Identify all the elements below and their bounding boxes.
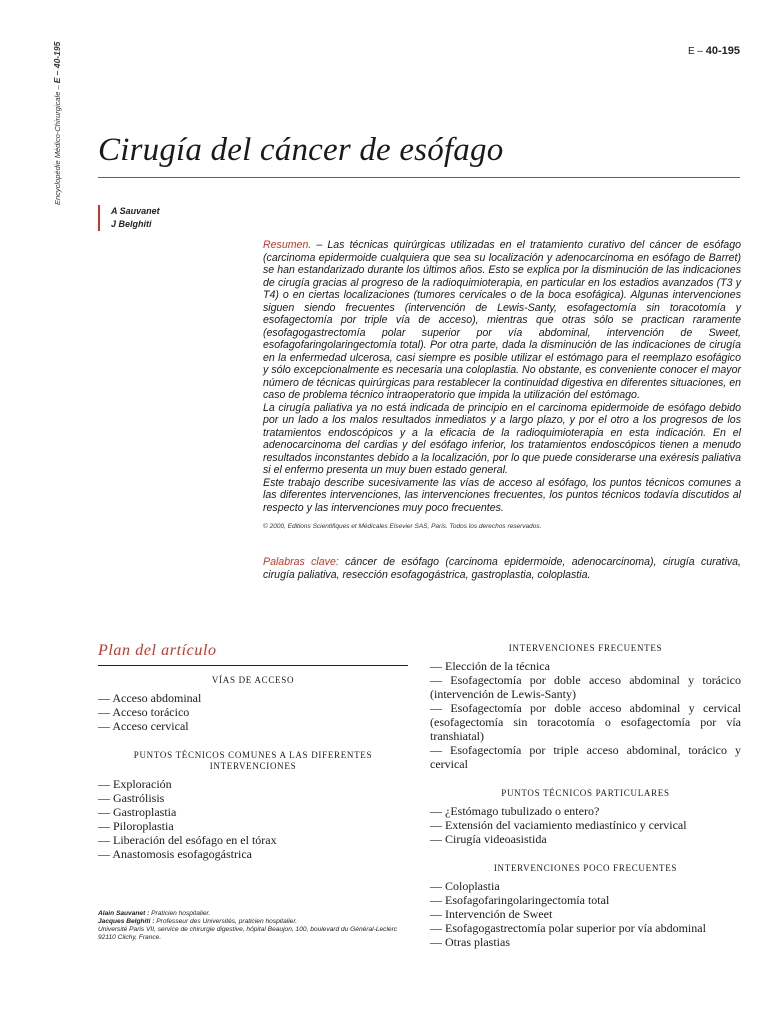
article-title: Cirugía del cáncer de esófago [98, 132, 504, 168]
title-rule [98, 177, 740, 178]
list-item: — Acceso torácico [98, 705, 190, 719]
copyright-notice: © 2000, Editions Scientifiques et Médicales Elsevier SAS, Paris. Todos los derechos reservados. [263, 523, 542, 530]
list-item: — Gastroplastia [98, 805, 177, 819]
list-item: — Piloroplastia [98, 819, 174, 833]
side-journal-code: E – 40-195 [52, 41, 62, 84]
page-code: E – 40-195 [687, 45, 740, 57]
list-item: — Otras plastias [430, 935, 510, 949]
side-journal-label: Encyclopédie Médico-Chirurgicale – E – 40-195 [52, 41, 62, 205]
author-footnote: Alain Sauvanet : Praticien hospitalier. Jacques Belghiti : Professeur des Universités, praticien hospitalier. Université Paris VII, service de chirurgie digestive, hôpital Beaujon, 100, boulevard du Général-Leclerc 92110 Clichy, France. [98, 910, 413, 942]
plan-section [430, 643, 741, 771]
list-item: — Cirugía videoasistida [430, 832, 547, 846]
list-item: — Esofagogastrectomía polar superior por vía abdominal [430, 921, 706, 935]
footnote-author-name: Alain Sauvanet : [98, 910, 150, 917]
section-heading: PUNTOS TÉCNICOS PARTICULARES [501, 788, 670, 798]
section-heading: INTERVENCIONES POCO FRECUENTES [493, 863, 678, 873]
footnote-address: Université Paris VII, service de chirurgie digestive, hôpital Beaujon, 100, boulevard du Général-Leclerc 92110 Clichy, France. [98, 926, 398, 941]
plan-title: Plan del artículo [98, 642, 217, 659]
list-item: — Gastrólisis [98, 791, 165, 805]
plan-section [430, 863, 741, 949]
list-item: — Esofagectomía por doble acceso abdominal y cervical (esofagectomía sin toracotomía o esofagectomía por vía transhiatal) [430, 701, 741, 743]
list-item: — Coloplastia [430, 879, 500, 893]
list-item: — Acceso cervical [98, 719, 189, 733]
list-item: — Esofagofaringolaringectomía total [430, 893, 610, 907]
abstract-label: Resumen. [263, 239, 312, 251]
plan-left-column [98, 675, 408, 878]
plan-section [98, 675, 408, 733]
list-item: — Liberación del esófago en el tórax [98, 833, 277, 847]
list-item: — Esofagectomía por doble acceso abdominal y torácico (intervención de Lewis-Santy) [430, 673, 741, 701]
list-item: — Esofagectomía por triple acceso abdominal, torácico y cervical [430, 743, 741, 771]
plan-section [430, 788, 741, 846]
section-heading: PUNTOS TÉCNICOS COMUNES A LAS DIFERENTES INTERVENCIONES [133, 750, 373, 771]
author-block [98, 205, 160, 231]
list-item: — Anastomosis esofagogástrica [98, 847, 252, 861]
list-item: — Extensión del vaciamiento mediastínico y cervical [430, 818, 687, 832]
footnote-author-name: Jacques Belghiti : [98, 918, 155, 925]
author-name: A Sauvanet [111, 206, 160, 216]
section-heading: INTERVENCIONES FRECUENTES [508, 643, 663, 653]
section-heading: VÍAS DE ACCESO [211, 675, 295, 685]
abstract [263, 239, 741, 514]
keywords-label: Palabras clave: [263, 556, 339, 568]
abstract-paragraph: Este trabajo describe sucesivamente las vías de acceso al esófago, los puntos técnicos comunes a las diferentes intervenciones, las intervenciones frecuentes, los puntos técnicos todavía discutidos al respecto y las intervenciones muy poco frecuentes. [263, 476, 741, 514]
author-name: J Belghiti [111, 219, 152, 229]
list-item: — ¿Estómago tubulizado o entero? [430, 804, 600, 818]
plan-rule [98, 665, 408, 666]
abstract-paragraph: Resumen. – Las técnicas quirúrgicas utilizadas en el tratamiento curativo del cáncer de esófago (carcinoma epidermoide cualquiera que sea su localización y adenocarcinoma en esófago de Barret) se han estandarizado durante los últimos años. Esto se explica por la disminución de las indicaciones de cirugía gracias al progreso de la radioquimioterapia, en particular en los estadios avanzados (T3 y T4) o en ciertas localizaciones (tumores cervicales o de la boca esofágica). Algunas intervenciones siguen siendo frecuentes (intervención de Lewis-Santy, esofagectomía sin toracotomía y esofagectomía por triple vía de acceso), mientras que otras sólo se practican raramente (esofagogastrectomía polar superior por vía abdominal, intervención de Sweet, esofagofaringolaringectomía total). Por otra parte, dada la disminución de las indicaciones de cirugía en la enfermedad ulcerosa, casi siempre es posible utilizar el estómago para el reemplazo esofágico y sólo excepcionalmente es necesaria una coloplastia. No obstante, es conveniente conocer el mayor número de técnicas quirúrgicas para restablecer la continuidad digestiva en diferentes situaciones, en caso de problema técnico intraoperatorio que impida la utilización del estómago. [263, 239, 741, 401]
abstract-paragraph: La cirugía paliativa ya no está indicada de principio en el carcinoma epidermoide de esófago debido por un lado a los malos resultados inmediatos y a largo plazo, y por el otro a los progresos de los tratamientos endoscópicos y a la eficacia de la radioquimioterapia en esta indicación. En el adenocarcinoma del cardias y del esófago inferior, los tratamientos endoscópicos tienen a menudo resultados inconstantes debido a la localización, por lo que puede considerarse una exéresis paliativa si el enfermo presenta un muy buen estado general. [263, 401, 741, 476]
list-item: — Intervención de Sweet [430, 907, 553, 921]
list-item: — Exploración [98, 777, 172, 791]
plan-section [98, 750, 408, 861]
list-item: — Acceso abdominal [98, 691, 202, 705]
keywords: Palabras clave: cáncer de esófago (carcinoma epidermoide, adenocarcinoma), cirugía curativa, cirugía paliativa, resección esofagogástrica, gastroplastia, coloplastia. [263, 556, 741, 581]
list-item: — Elección de la técnica [430, 659, 550, 673]
plan-right-column [430, 643, 741, 966]
